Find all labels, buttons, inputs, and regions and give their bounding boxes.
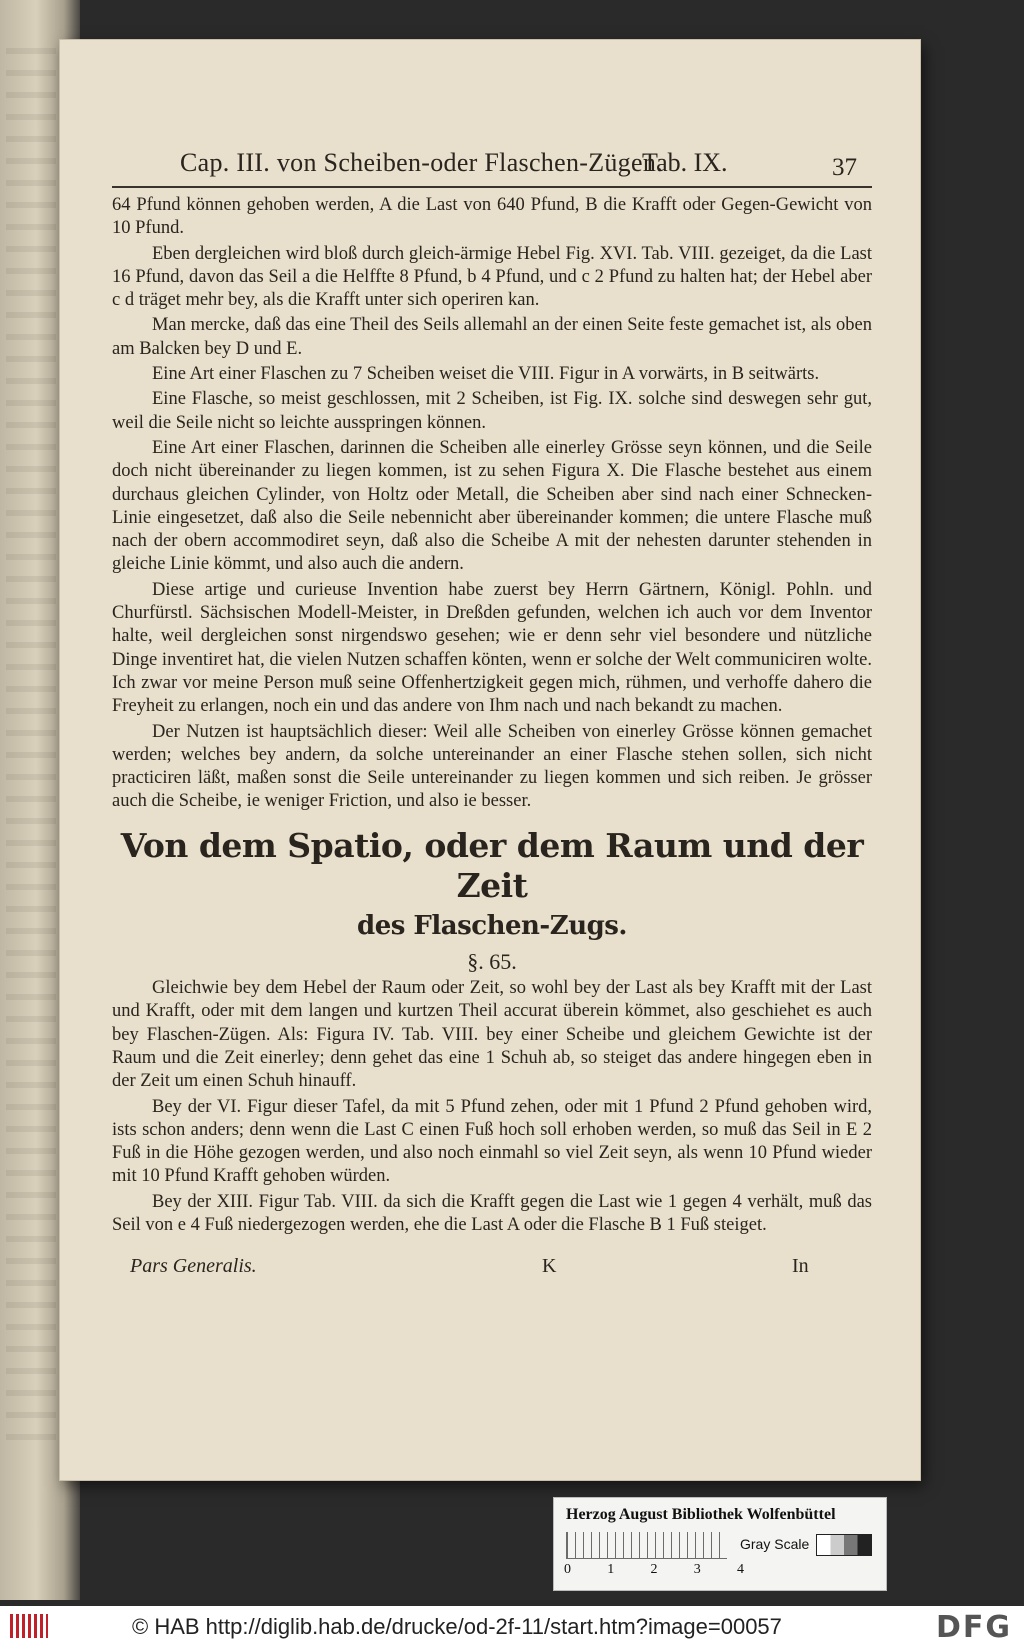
section-title-line-1: Von dem Spatio, oder dem Raum und der Zeit xyxy=(120,825,864,905)
gathering-mark: K xyxy=(542,1255,557,1278)
chapter-title: Cap. III. von Scheiben-oder Flaschen-Zügen. xyxy=(180,148,663,177)
hab-logo-icon xyxy=(10,1614,48,1638)
book-page xyxy=(60,40,920,1480)
dfg-logo: DFG xyxy=(936,1610,1013,1645)
library-color-target xyxy=(553,1497,887,1591)
ruler-ticks xyxy=(564,1562,744,1578)
paragraph: Eine Art einer Flaschen zu 7 Scheiben weiset die VIII. Figur in A vorwärts, in B seitwärts. xyxy=(152,364,820,385)
ruler-tick: 1 xyxy=(607,1562,615,1577)
page-number: 37 xyxy=(832,154,857,181)
left-page-text-bleed xyxy=(6,40,56,1440)
paragraph: Bey der XIII. Figur Tab. VIII. da sich die Krafft gegen die Last wie 1 gegen 4 verhält, muß das Seil von e 4 Fuß niedergezogen werden, ehe die Last A oder die Flasche B 1 Fuß steiget. xyxy=(112,1191,872,1235)
gray-scale-swatch xyxy=(816,1534,872,1556)
signature-mark: Pars Generalis. xyxy=(130,1255,257,1278)
paragraph: Man mercke, daß das eine Theil des Seils allemahl an der einen Seite feste gemachet ist, als oben am Balcken bey D und E. xyxy=(112,315,872,359)
ruler-tick: 4 xyxy=(737,1562,744,1577)
gray-scale-label: Gray Scale xyxy=(740,1536,810,1552)
main-text xyxy=(112,194,872,1237)
page-footer xyxy=(112,1255,872,1291)
ruler-scale xyxy=(566,1532,727,1559)
paragraph-number: §. 65. xyxy=(467,948,517,974)
paragraph: Eine Art einer Flaschen, darinnen die Scheiben alle einerley Grösse seyn können, und die Seile doch nicht übereinander zu liegen kommen, ist zu sehen Figura X. Die Flasche bestehet aus einem durchaus gleichen Cylinder, von Holtz oder Metall, die Scheiben aber sind nach einer Schnecken-Linie eingesetzet, daß also die Seile nebennicht aber übereinander kommen; die untere Flasche muß nach der obern accommodiret seyn, daß also die Scheibe A mit der nehesten darunter stehenden in gleiche Linie kömmt, und also auch die andern. xyxy=(112,437,872,575)
paragraph: Bey der VI. Figur dieser Tafel, da mit 5 Pfund zehen, oder mit 1 Pfund 2 Pfund gehoben wird, ists schon anders; denn wenn die Last C einen Fuß hoch soll erhoben werden, so muß das Seil in E 2 Fuß in die Höhe gezogen werden, und also noch einmahl so viel Zeit seyn, als wenn 10 Pfund wieder mit 10 Pfund Krafft gehoben würden. xyxy=(112,1096,872,1187)
ruler-tick: 0 xyxy=(564,1562,571,1577)
ruler-tick: 2 xyxy=(650,1562,658,1577)
catchword: In xyxy=(792,1255,809,1278)
paragraph: Eine Flasche, so meist geschlossen, mit 2 Scheiben, ist Fig. IX. solche sind deswegen sehr gut, weil die Seile nicht so leichte ausspringen können. xyxy=(112,389,872,433)
section-title-line-2: des Flaschen-Zugs. xyxy=(357,910,627,941)
table-reference: Tab. IX. xyxy=(642,148,728,177)
page-content xyxy=(112,146,872,1291)
library-name: Herzog August Bibliothek Wolfenbüttel xyxy=(566,1506,836,1523)
paragraph: Diese artige und curieuse Invention habe zuerst bey Herrn Gärtnern, Königl. Pohln. und Churfürstl. Sächsischen Modell-Meister, in Dreßden gefunden, welchen ich auch vor dem Inventor halte, weil dergleichen sonst nirgendswo gesehen; wie er denn sehr viel besondere und nützliche Dinge inventiret hat, die vielen Nutzen schaffen könten, wenn er solche der Welt communiciren wolte. Ich zwar vor meine Person muß seine Offenhertzigkeit gegen mich, rühmen, und verhoffe dahero die Freyheit zu erlangen, noch ein und das andere von Ihm nach und nach bekandt zu machen. xyxy=(112,579,872,717)
page-header xyxy=(112,146,872,188)
paragraph: Gleichwie bey dem Hebel der Raum oder Zeit, so wohl bey der Last als bey Krafft mit der Last und Krafft, oder mit dem langen und kurtzen Theil accurat überein kömmet, also geschiehet es auch bey Flaschen-Zügen. Als: Figura IV. Tab. VIII. bey einer Scheibe und gleichem Gewichte ist der Raum und die Zeit einerley; denn gehet das eine 1 Schuh ab, so steiget das andere hingegen eben in der Zeit um einen Schuh hinauff. xyxy=(112,978,872,1092)
section-heading xyxy=(112,826,872,946)
credit-bar xyxy=(0,1606,1024,1646)
credit-link[interactable]: © HAB http://diglib.hab.de/drucke/od-2f-11/start.htm?image=00057 xyxy=(132,1614,782,1639)
paragraph: Eben dergleichen wird bloß durch gleich-ärmige Hebel Fig. XVI. Tab. VIII. gezeiget, da die Last 16 Pfund, davon das Seil a die Helffte 8 Pfund, b 4 Pfund, und c 2 Pfund zu halten hat; der Hebel aber c d träget mehr bey, als die Krafft unter sich operiren kan. xyxy=(112,243,872,311)
paragraph: 64 Pfund können gehoben werden, A die Last von 640 Pfund, B die Krafft oder Gegen-Gewicht von 10 Pfund. xyxy=(112,195,872,239)
paragraph: Der Nutzen ist hauptsächlich dieser: Weil alle Scheiben von einerley Grösse können gemachet werden; welches bey andern, da solche untereinander an einer Flasche stehen sollen, sich nicht practiciren läßt, maßen sonst die Seile untereinander zu liegen kommen und sich reiben. Je grösser auch die Scheibe, ie weniger Friction, und also ie besser. xyxy=(112,721,872,812)
ruler-tick: 3 xyxy=(693,1562,701,1577)
